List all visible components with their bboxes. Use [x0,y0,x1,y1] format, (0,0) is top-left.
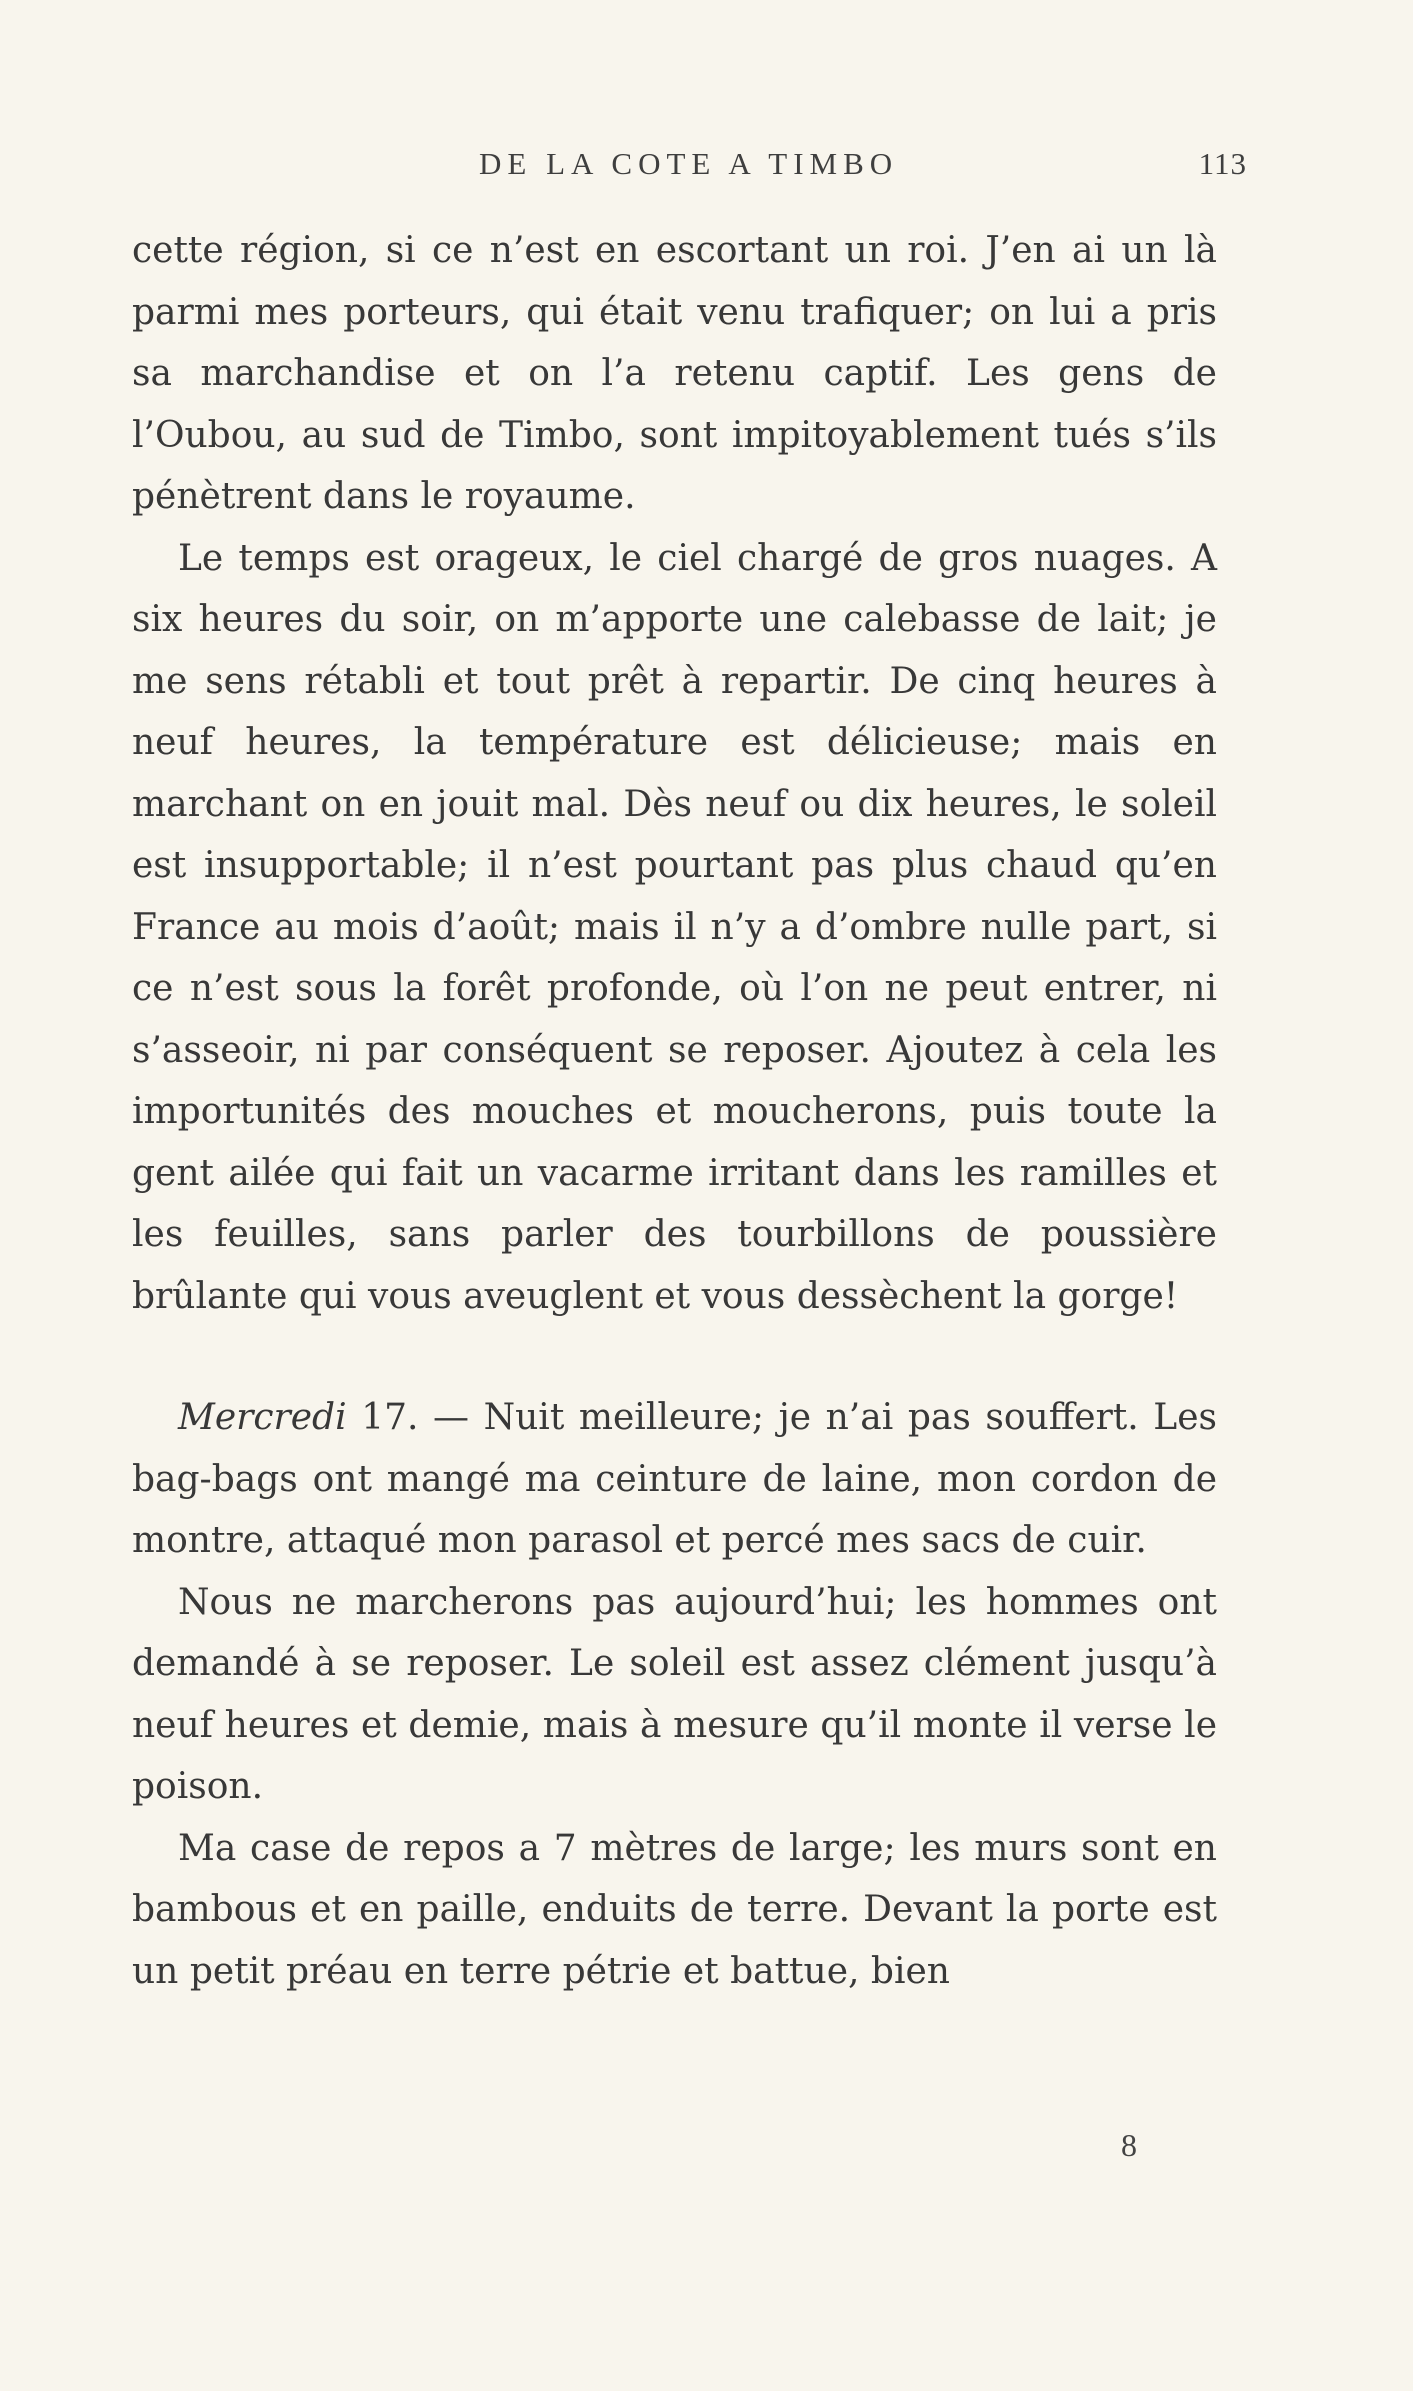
page-number: 113 [1198,146,1247,181]
signature-mark: 8 [1121,2127,1137,2163]
section-gap [132,1327,1217,1387]
paragraph-4: Nous ne marcherons pas aujourd’hui; les hommes ont demandé à se reposer. Le soleil est assez clément jusqu’à neuf heures et demie, mais à mesure qu’il monte il verse le poison. [132,1581,1217,1807]
paragraph-2-text: Le temps est orageux, le ciel chargé de gros nuages. A six heures du soir, on m’apporte une calebasse de lait; je me sens rétabli et tout prêt à repartir. De cinq heures à neuf heures, la température est délicieuse; mais en marchant on en jouit mal. Dès neuf ou dix heures, le soleil est insupportable; il n’est pourtant pas plus chaud qu’en France au mois d’août; mais il n’y a d’ombre nulle part, si ce n’est sous la forêt profonde, où l’on ne peut entrer, ni s’asseoir, ni par conséquent se reposer. Ajoutez à cela les importunités des mouches et moucherons, puis toute la gent ailée qui fait un vacarme irritant dans les ramilles et les feuilles, sans parler des tourbillons de poussière brûlante qui vous aveuglent et vous dessèchent la gorge! [132,537,1217,1317]
paragraph-3 [132,1387,1217,1572]
page-header [131,146,1257,192]
body-text [132,220,1217,2002]
paragraph-2 [132,528,1217,1328]
running-title: DE LA COTE A TIMBO [479,146,899,181]
paragraph-3-text: 17. — Nuit meilleure; je n’ai pas souffert. Les bag-bags ont mangé ma ceinture de laine, mon cordon de montre, attaqué mon parasol et percé mes sacs de cuir. [132,1397,1217,1561]
paragraph-1: cette région, si ce n’est en escortant un roi. J’en ai un là parmi mes porteurs, qui était venu trafiquer; on lui a pris sa marchandise et on l’a retenu captif. Les gens de l’Oubou, au sud de Timbo, sont impitoyablement tués s’ils pénètrent dans le royaume. [132,230,1217,517]
paragraph-5: Ma case de repos a 7 mètres de large; les murs sont en bambous et en paille, enduits de terre. Devant la porte est un petit préau en terre pétrie et battue, bien [132,1827,1217,1992]
diary-day: Mercredi [178,1397,347,1438]
